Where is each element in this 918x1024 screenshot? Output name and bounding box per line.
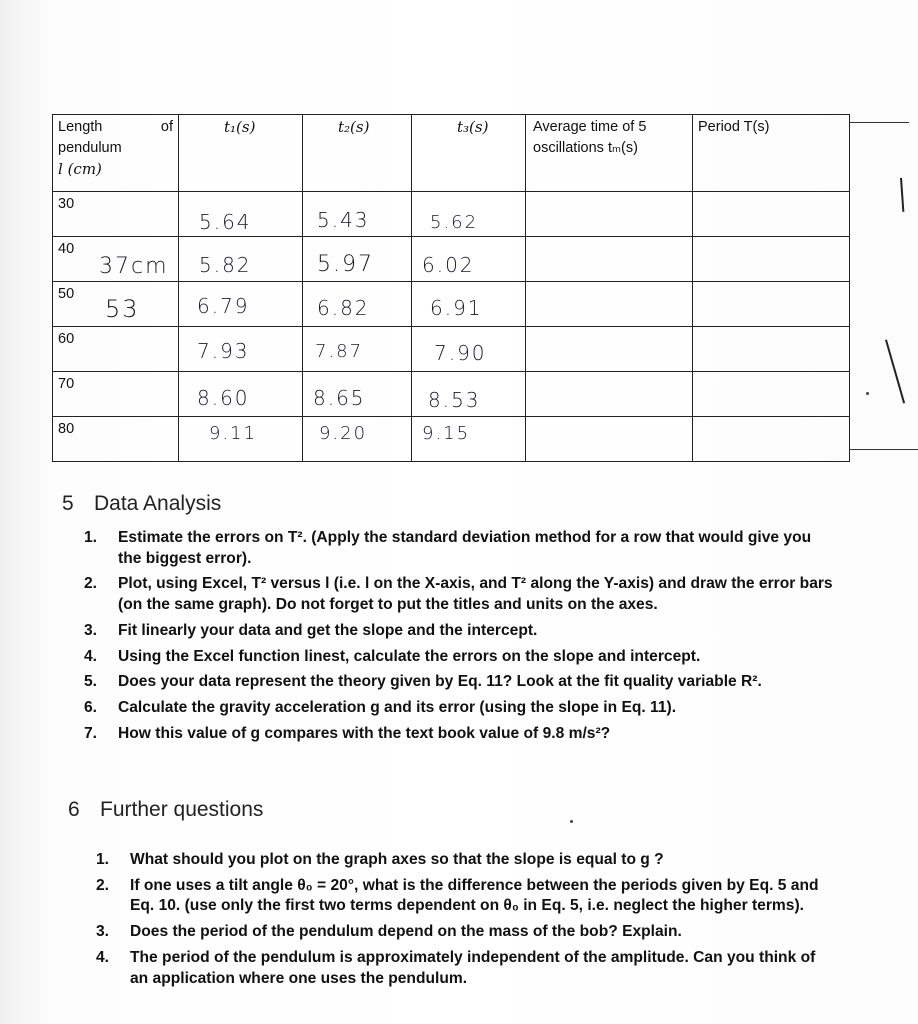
list-item: 6. Calculate the gravity acceleration g and its error (using the slope in Eq. 11). [84,699,677,717]
t1-value: 9.11 [209,423,258,444]
header-period: Period T(s) [693,115,850,192]
list-item: 4. The period of the pendulum is approximately independent of the amplitude. Can you think of an application where one uses the pendulum. [96,948,816,987]
length-value: 80 [58,421,75,437]
table-row [53,372,850,417]
list-item: 2. If one uses a tilt angle θ₀ = 20°, what is the difference between the periods given by Eq. 5 and Eq. 10. (use only the first two terms dependent on θ₀ in Eq. 5, i.e. neglect the higher terms). [96,876,819,915]
t1-value: 7.93 [197,339,250,363]
list-item: 1. What should you plot on the graph axes so that the slope is equal to g ? [96,851,664,868]
measurement-table [52,114,850,462]
t1-value: 6.79 [197,294,250,318]
t3-value: 6.91 [430,296,483,320]
section-6-title: 6 Further questions [68,798,264,821]
handwritten-note: 53 [105,295,140,323]
pen-dot [570,820,573,823]
t3-value: 7.90 [434,341,487,365]
list-item: 5. Does your data represent the theory given by Eq. 11? Look at the fit quality variable R². [84,673,762,691]
t2-value: 9.20 [319,423,368,444]
table-row [53,237,850,282]
table-header-row [53,115,850,192]
list-item: 2. Plot, using Excel, T² versus l (i.e. l on the X-axis, and T² along the Y-axis) and draw the error bars (on the same graph). Do not forget to put the titles and units on the axes. [84,575,833,614]
t1-value: 8.60 [197,386,250,410]
t2-value: 7.87 [315,341,364,362]
t2-value: 8.65 [313,386,366,410]
list-item: 3. Fit linearly your data and get the slope and the intercept. [84,621,538,639]
header-t1: t₁(s) [179,115,303,192]
extra-column-bottom-line [849,449,918,450]
t2-value: 5.97 [317,252,374,277]
section-6-list [96,850,824,994]
section-5-list [84,528,834,750]
t1-value: 5.82 [199,253,252,277]
length-value: 50 [58,286,75,302]
t3-value: 6.02 [422,253,475,277]
list-item: 3. Does the period of the pendulum depend on the mass of the bob? Explain. [96,923,682,941]
table-row [53,192,850,237]
list-item: 7. How this value of g compares with the text book value of 9.8 m/s²? [84,724,611,742]
t3-value: 9.15 [422,423,471,444]
table-row [53,282,850,327]
t3-value: 5.62 [430,212,479,233]
table-row [53,327,850,372]
list-item: 4. Using the Excel function linest, calculate the errors on the slope and intercept. [84,647,701,665]
t2-value: 6.82 [317,296,370,320]
list-item: 1. Estimate the errors on T². (Apply the standard deviation method for a row that would give you the biggest error). [84,529,812,567]
length-value: 30 [58,196,75,212]
t3-value: 8.53 [428,388,481,412]
header-t3: t₃(s) [412,115,526,192]
t1-value: 5.64 [199,210,252,234]
table-row [53,417,850,462]
t2-value: 5.43 [317,208,370,232]
length-value: 70 [58,376,75,392]
length-value: 40 [58,241,75,257]
header-t2: t₂(s) [303,115,412,192]
handwritten-note: 37cm [99,254,169,279]
section-5-title: 5 Data Analysis [62,492,222,515]
extra-column-t-squared [849,114,918,454]
header-average-time: Average time of 5 oscillations tₘ(s) [526,115,693,192]
pen-dot [866,392,869,395]
length-value: 60 [58,331,75,347]
header-length: Length of pendulum l (cm) [53,115,179,192]
